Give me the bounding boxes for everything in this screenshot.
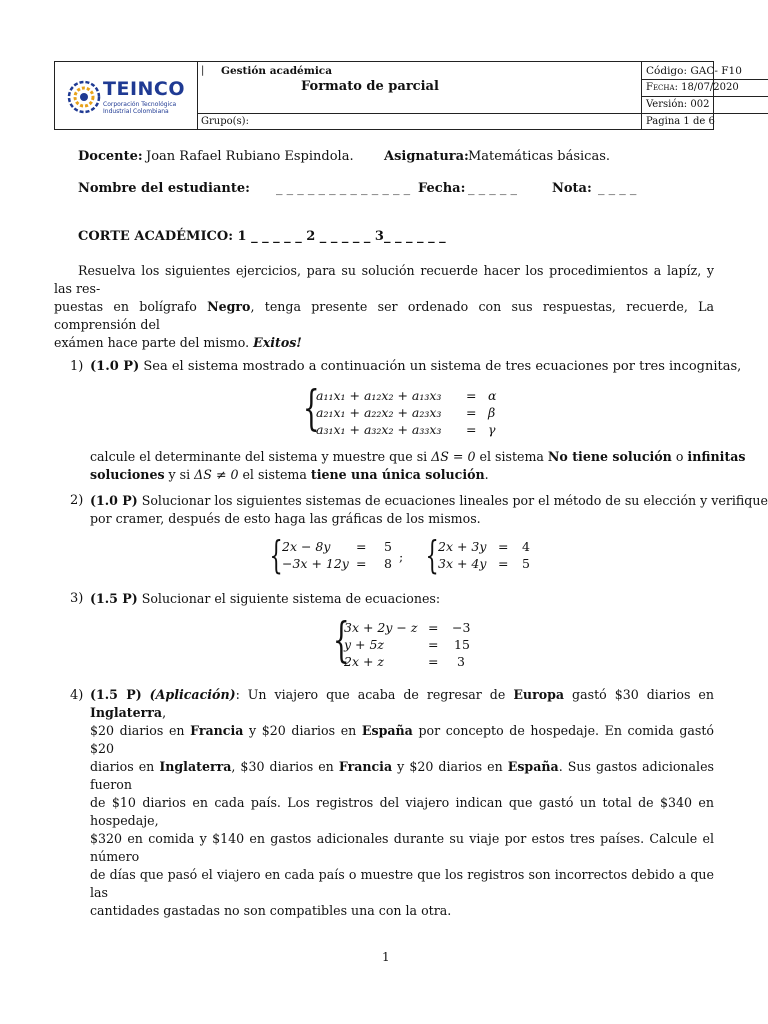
q4-line-3: diarios en Inglaterra, $30 diarios en Francia y $20 diarios en España. Sus gastos adicionales fueron: [90, 759, 714, 792]
page-number: 1: [382, 950, 390, 964]
header-divider: [642, 96, 768, 97]
pagina-text: Pagina 1 de 6: [646, 116, 715, 127]
q2-a-eq-2: −3x + 12y: [282, 556, 349, 571]
logo-name: TEINCO: [103, 78, 186, 100]
q2-a-rhs-2: 8: [384, 556, 392, 571]
q2-equals: =: [498, 539, 509, 554]
docente-label: Docente:: [78, 149, 143, 164]
q2-separator: ;: [399, 549, 404, 564]
header-divider: [642, 113, 768, 114]
q3-equals: =: [428, 620, 439, 635]
version-text: Versión: 002: [646, 99, 710, 110]
q2-b-eq-1: 2x + 3y: [438, 539, 487, 554]
q3-brace: {: [332, 612, 350, 668]
q4-line-2: $20 diarios en Francia y $20 diarios en España por concepto de hospedaje. En comida gastó $20: [90, 723, 714, 756]
logo-cell: [55, 62, 198, 129]
q4-text: [90, 686, 714, 920]
nota-label: Nota:: [552, 181, 592, 196]
q2-equals: =: [356, 556, 367, 571]
header-divider: [197, 113, 641, 114]
q4-number: 4): [70, 688, 84, 703]
q3-rhs-3: 3: [457, 654, 465, 669]
q4-line-7: cantidades gastadas no son compatibles una con la otra.: [90, 903, 452, 918]
q2-line-2: por cramer, después de esto haga las gráficas de los mismos.: [90, 511, 481, 526]
q2-equals: =: [498, 556, 509, 571]
q2-a-rhs-1: 5: [384, 539, 392, 554]
fecha-blank: _ _ _ _ _: [468, 181, 518, 196]
instructions: [54, 262, 714, 352]
q2-number: 2): [70, 493, 84, 508]
q1-rhs-3: γ: [488, 422, 496, 437]
estudiante-blank: _ _ _ _ _ _ _ _ _ _ _ _ _: [276, 181, 411, 196]
q1-equals: =: [466, 388, 477, 403]
q1-equals: =: [466, 405, 477, 420]
logo-subtitle-1: Corporación Tecnológica: [103, 101, 177, 108]
header-divider: [642, 79, 768, 80]
header-middle-column: [197, 62, 642, 129]
q1-after-line-1: calcule el determinante del sistema y muestre que si ΔS = 0 el sistema No tiene solución o infinitas: [90, 449, 746, 464]
q1-eq-1: a₁₁x₁ + a₁₂x₂ + a₁₃x₃: [316, 388, 442, 403]
q1-rhs-1: α: [488, 388, 497, 403]
instructions-line-2: puestas en bolígrafo Negro, tenga presente ser ordenado con sus respuestas, recuerde, La comprensión del: [54, 299, 714, 332]
q2-b-rhs-1: 4: [522, 539, 530, 554]
header-table: [54, 61, 742, 130]
area-label: Gestión académica: [221, 65, 333, 77]
teinco-logo: [67, 78, 191, 118]
asignatura-name: Matemáticas básicas.: [468, 149, 611, 164]
fecha-label: Fecha:: [418, 181, 466, 196]
q4-line-6: de días que pasó el viajero en cada país o muestre que los registros son incorrectos debido a que las: [90, 867, 714, 900]
q1-eq-2: a₂₁x₁ + a₂₂x₂ + a₂₃x₃: [316, 405, 442, 420]
q1-eq-3: a₃₁x₁ + a₃₂x₂ + a₃₃x₃: [316, 422, 442, 437]
q1-number: 1): [70, 359, 84, 374]
q3-number: 3): [70, 591, 84, 606]
q2-b-rhs-2: 5: [522, 556, 530, 571]
q3-eq-1: 3x + 2y − z: [344, 620, 418, 635]
q3-rhs-1: −3: [452, 620, 471, 635]
logo-subtitle-2: Industrial Colombiana: [103, 108, 169, 115]
q3-rhs-2: 15: [454, 637, 470, 652]
q2-brace-b: {: [425, 533, 439, 577]
q2-b-eq-2: 3x + 4y: [438, 556, 487, 571]
grupo-label: Grupo(s):: [201, 116, 249, 127]
q1-text: (1.0 P) Sea el sistema mostrado a continuación un sistema de tres ecuaciones por tres incognitas,: [90, 359, 742, 374]
codigo-text: Código: GAC- F10: [646, 65, 742, 77]
nota-blank: _ _ _ _: [598, 181, 637, 196]
q1-equals: =: [466, 422, 477, 437]
asignatura-label: Asignatura:: [384, 149, 469, 164]
header-bar-mark: |: [201, 65, 205, 76]
q4-line-1: (1.5 P) (Aplicación): Un viajero que acaba de regresar de Europa gastó $30 diarios en Inglaterra,: [90, 687, 714, 720]
q3-eq-2: y + 5z: [344, 637, 385, 652]
teinco-emblem-icon: [67, 80, 101, 114]
q2-a-eq-1: 2x − 8y: [282, 539, 331, 554]
q1-after-line-2: soluciones y si ΔS ≠ 0 el sistema tiene una única solución.: [90, 467, 489, 482]
q3-text: (1.5 P) Solucionar el siguiente sistema de ecuaciones:: [90, 591, 441, 606]
q2-line-1: (1.0 P) Solucionar los siguientes sistemas de ecuaciones lineales por el método de su elección y verifique: [90, 493, 768, 508]
q2-brace-a: {: [269, 533, 283, 577]
docente-name: Joan Rafael Rubiano Espindola.: [146, 149, 354, 164]
q3-eq-3: 2x + z: [344, 654, 385, 669]
header-right-column: [642, 62, 742, 129]
fecha-text: Fecha: 18/07/2020: [646, 82, 739, 93]
q2-equals: =: [356, 539, 367, 554]
corte-academico: CORTE ACADÉMICO: 1 _ _ _ _ _ 2 _ _ _ _ _ 3_ _ _ _ _ _: [78, 229, 446, 244]
estudiante-label: Nombre del estudiante:: [78, 181, 250, 196]
instructions-line-3: exámen hace parte del mismo. Exitos!: [54, 335, 302, 350]
q4-line-4: de $10 diarios en cada país. Los registros del viajero indican que gastó un total de $340 en hospedaje,: [90, 795, 714, 828]
q3-equals: =: [428, 637, 439, 652]
q3-equals: =: [428, 654, 439, 669]
instructions-line-1: Resuelva los siguientes ejercicios, para su solución recuerde hacer los procedimientos a lapíz, y las res-: [54, 263, 714, 296]
document-title: Formato de parcial: [301, 79, 439, 94]
q1-rhs-2: β: [488, 405, 496, 420]
q4-line-5: $320 en comida y $140 en gastos adicionales durante su viaje por estos tres países. Calcule el número: [90, 831, 714, 864]
q1-brace: {: [302, 380, 320, 436]
